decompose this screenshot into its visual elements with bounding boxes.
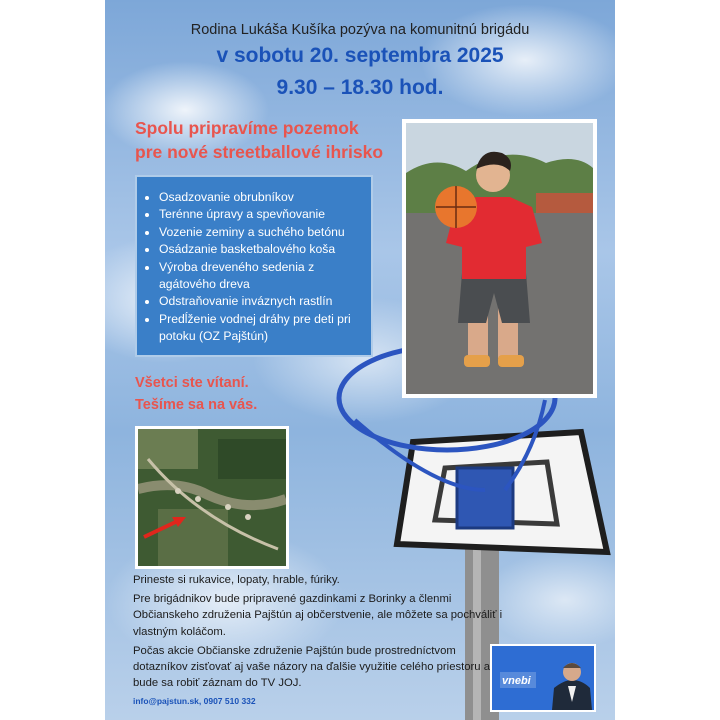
lead-line-1: Spolu pripravíme pozemok (135, 118, 359, 138)
task-item: • Terénne úpravy a spevňovanie (159, 206, 363, 223)
task-list-box (135, 175, 373, 357)
task-item: • Výroba dreveného sedenia z agátového dreva (159, 259, 363, 294)
task-list (145, 189, 363, 346)
event-time: 9.30 – 18.30 hod. (276, 76, 444, 99)
info-text (133, 572, 508, 694)
welcome-line-1: Všetci ste vítaní. (135, 375, 249, 391)
info-paragraph-survey: Počas akcie Občianske združenie Pajštún bude prostredníctvom dotazníkov zisťovať aj vaše názory na ďalšie využitie celého priestoru a bude sa robiť záznam do TV JOJ. (133, 644, 491, 690)
welcome-line-2: Tešíme sa na vás. (135, 397, 258, 413)
invitation-line: Rodina Lukáša Kušíka pozýva na komunitnú brigádu (190, 22, 530, 38)
poster (105, 0, 615, 720)
task-item: • Odstraňovanie inváznych rastlín (159, 293, 363, 310)
task-item: • Osadzovanie obrubníkov (159, 189, 363, 206)
boy-with-basketball-photo (402, 119, 597, 398)
info-paragraph-tools: Prineste si rukavice, lopaty, hrable, fúriky. (133, 574, 340, 586)
event-date: v sobotu 20. septembra 2025 (216, 44, 504, 67)
task-item: • Vozenie zeminy a suchého betónu (159, 224, 363, 241)
task-item: • Predĺženie vodnej dráhy pre deti pri potoku (OZ Pajštún) (159, 311, 363, 346)
satellite-map-image (135, 426, 289, 569)
tv-logo: vnebi (502, 675, 531, 687)
lead-line-2: pre nové streetballové ihrisko (135, 142, 384, 162)
lead-headline (135, 116, 383, 164)
task-item: • Osádzanie basketbalového koša (159, 241, 363, 258)
info-paragraph-refreshments: Pre brigádnikov bude pripravené gazdinkami z Borinky a členmi Občianskeho združenia Pajštún aj občerstvenie, ale môžete sa pochváliť i vlastným koláčom. (133, 593, 503, 638)
tv-show-photo (490, 644, 596, 712)
contact-info: info@pajstun.sk, 0907 510 332 (133, 696, 256, 706)
welcome-message (135, 372, 257, 416)
